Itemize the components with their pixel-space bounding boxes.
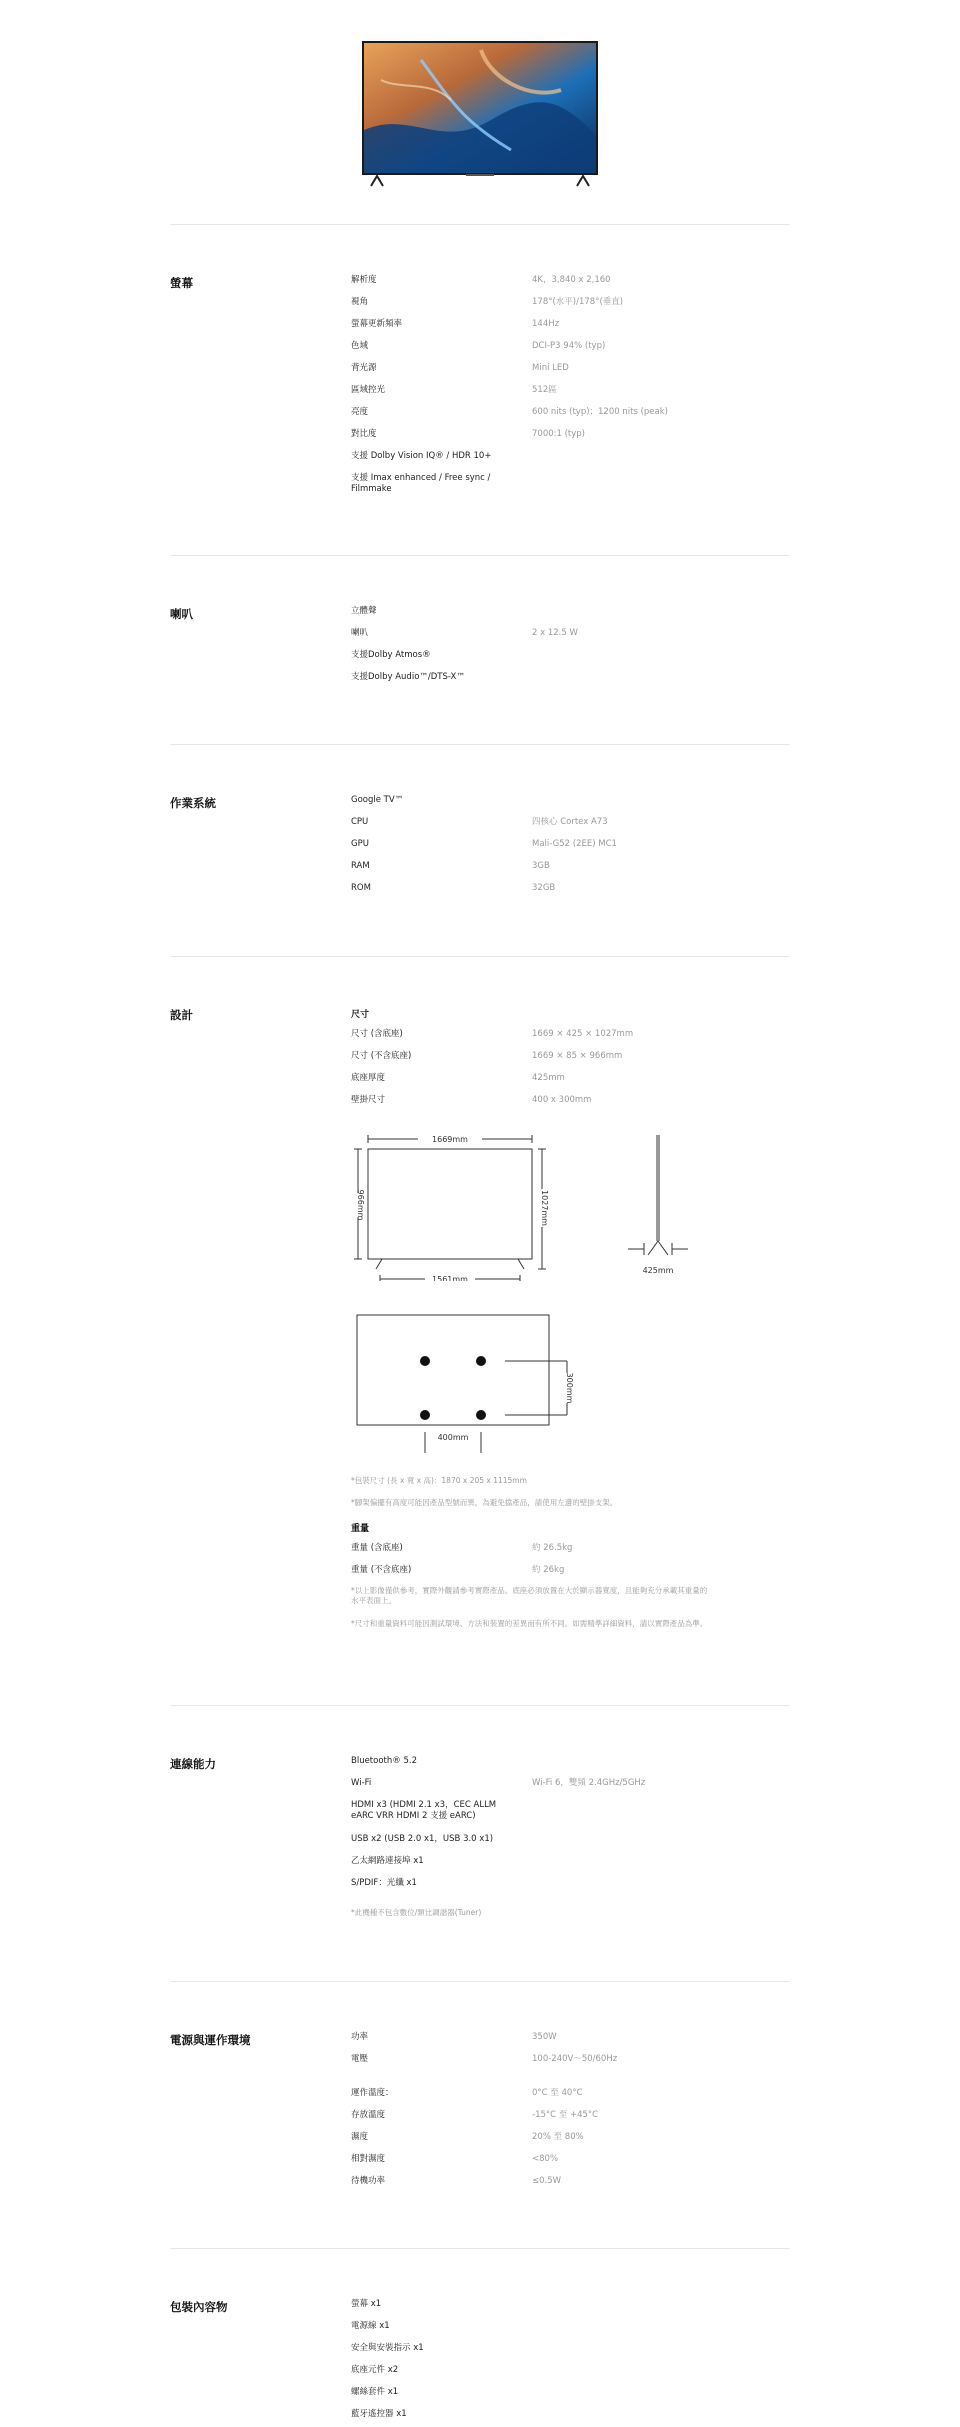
spec-value: 1669 × 85 × 966mm bbox=[532, 1051, 623, 1061]
tv-product-image bbox=[361, 40, 599, 190]
spec-label: 區域控光 bbox=[351, 385, 386, 395]
spec-label: HDMI x3 (HDMI 2.1 x3，CEC ALLM eARC VRR HDMI 2 支援 eARC) bbox=[351, 1800, 497, 1821]
spec-value: Wi-Fi 6，雙頻 2.4GHz/5GHz bbox=[532, 1778, 646, 1788]
spec-label: 壁掛尺寸 bbox=[351, 1095, 386, 1105]
section-package bbox=[170, 2248, 790, 2427]
height-with-stand-label: 1027mm bbox=[540, 1190, 549, 1226]
vesa-height-label: 300mm bbox=[565, 1372, 574, 1404]
spec-label: 重量 (含底座) bbox=[351, 1543, 403, 1553]
section-title-power: 電源與運作環境 bbox=[170, 2033, 251, 2047]
spec-label: 運作溫度： bbox=[351, 2088, 394, 2098]
spec-value: 350W bbox=[532, 2032, 557, 2042]
spec-label: 螢幕更新頻率 bbox=[351, 319, 403, 329]
weight-subtitle: 重量 bbox=[351, 1524, 370, 1534]
section-power bbox=[170, 1981, 790, 2248]
spec-value: Mali-G52 (2EE) MC1 bbox=[532, 839, 617, 849]
spec-label: 色域 bbox=[351, 341, 369, 351]
spec-label: 對比度 bbox=[351, 429, 377, 439]
spec-value: 約 26kg bbox=[532, 1565, 565, 1575]
package-size-note: *包裝尺寸 (長 x 寬 x 高)：1870 x 205 x 1115mm bbox=[351, 1476, 527, 1485]
spec-label: 濕度 bbox=[351, 2132, 369, 2142]
spec-label: USB x2 (USB 2.0 x1，USB 3.0 x1) bbox=[351, 1834, 494, 1844]
spec-value: 7000:1 (typ) bbox=[532, 429, 585, 439]
spec-label: 尺寸 (含底座) bbox=[351, 1029, 403, 1039]
spec-label: 安全與安裝指示 x1 bbox=[351, 2343, 424, 2353]
spec-label: 待機功率 bbox=[351, 2176, 386, 2186]
spec-value: 四核心 Cortex A73 bbox=[532, 817, 608, 827]
wall-mount-vesa-diagram bbox=[355, 1305, 615, 1455]
spec-label: 電源線 x1 bbox=[351, 2321, 390, 2331]
section-os bbox=[170, 744, 790, 956]
spec-value: 600 nits (typ)；1200 nits (peak) bbox=[532, 407, 668, 417]
spec-value: 4K，3,840 x 2,160 bbox=[532, 275, 611, 285]
spec-value: 144Hz bbox=[532, 319, 560, 329]
section-title-package: 包裝內容物 bbox=[170, 2300, 228, 2314]
spec-label: 電壓 bbox=[351, 2054, 369, 2064]
spec-value: 0°C 至 40°C bbox=[532, 2088, 583, 2098]
spec-value: 512區 bbox=[532, 385, 557, 395]
spec-label: 支援 Dolby Vision IQ® / HDR 10+ bbox=[351, 451, 492, 461]
spec-label: 尺寸 (不含底座) bbox=[351, 1051, 412, 1061]
spec-label: 支援Dolby Atmos® bbox=[351, 650, 431, 660]
spec-value: DCI-P3 94% (typ) bbox=[532, 341, 606, 351]
spec-label: 螢幕 x1 bbox=[351, 2299, 382, 2309]
spec-label: 支援Dolby Audio™/DTS-X™ bbox=[351, 672, 465, 682]
spec-label: 螺絲套件 x1 bbox=[351, 2387, 399, 2397]
spec-value: ≤0.5W bbox=[532, 2176, 562, 2186]
spec-label: 乙太網路連接埠 x1 bbox=[351, 1856, 424, 1866]
section-title-connectivity: 連線能力 bbox=[170, 1757, 216, 1771]
section-connectivity bbox=[170, 1705, 790, 1981]
spec-value: 400 x 300mm bbox=[532, 1095, 592, 1105]
spec-label: 立體聲 bbox=[351, 606, 377, 616]
spec-label: 背光源 bbox=[351, 363, 377, 373]
width-dimension-label: 1669mm bbox=[432, 1135, 468, 1144]
spec-value: 32GB bbox=[532, 883, 556, 893]
spec-value: Mini LED bbox=[532, 363, 569, 373]
spec-label: 底座元件 x2 bbox=[351, 2365, 399, 2375]
section-title-speaker: 喇叭 bbox=[170, 607, 193, 621]
section-speaker bbox=[170, 555, 790, 744]
section-display bbox=[170, 224, 790, 555]
spec-label: 亮度 bbox=[351, 407, 369, 417]
spec-label: 喇叭 bbox=[351, 628, 369, 638]
tuner-note: *此機種不包含數位/類比調諧器(Tuner) bbox=[351, 1908, 482, 1917]
spec-value: 約 26.5kg bbox=[532, 1543, 573, 1553]
spec-label: 藍牙遙控器 x1 bbox=[351, 2409, 407, 2419]
spec-label: 解析度 bbox=[351, 275, 377, 285]
spec-label: 支援 Imax enhanced / Free sync / Filmmake bbox=[351, 473, 491, 494]
spec-value: 2 x 12.5 W bbox=[532, 628, 578, 638]
section-title-design: 設計 bbox=[170, 1008, 193, 1022]
stand-width-label: 1561mm bbox=[432, 1275, 468, 1281]
vesa-width-label: 400mm bbox=[437, 1433, 469, 1442]
spec-label: Google TV™ bbox=[351, 795, 404, 805]
depth-dimension-label: 425mm bbox=[642, 1266, 674, 1275]
spec-label: 重量 (不含底座) bbox=[351, 1565, 412, 1575]
spec-label: 底座厚度 bbox=[351, 1073, 386, 1083]
stand-height-note: *腳架偏擺有高度可能因產品型號而異，為避免擋產品，請使用左邊的壁掛支架。 bbox=[351, 1498, 618, 1507]
spec-label: RAM bbox=[351, 861, 370, 871]
spec-label: 相對濕度 bbox=[351, 2154, 386, 2164]
dimension-variance-note: *尺寸和重量資料可能因測試環境、方法和裝置的差異而有所不同。如需精準詳細資料，請以實際產品為準。 bbox=[351, 1619, 708, 1628]
tv-side-dimension-diagram bbox=[620, 1131, 690, 1281]
spec-value: -15°C 至 +45°C bbox=[532, 2110, 599, 2120]
spec-label: 視角 bbox=[351, 297, 369, 307]
image-reference-note: *以上影像僅供參考，實際外觀請參考實際產品。底座必須放置在大於顯示器寬度，且能夠充分承載其重量的水平表面上。 bbox=[351, 1586, 708, 1605]
spec-value: 1669 × 425 × 1027mm bbox=[532, 1029, 634, 1039]
height-dimension-label: 966mm bbox=[356, 1189, 365, 1221]
spec-value: 20% 至 80% bbox=[532, 2132, 584, 2142]
spec-label: 功率 bbox=[351, 2032, 369, 2042]
spec-value: 178°(水平)/178°(垂直) bbox=[532, 297, 624, 307]
spec-label: CPU bbox=[351, 817, 369, 827]
spec-label: ROM bbox=[351, 883, 371, 893]
spec-label: 存放溫度 bbox=[351, 2110, 386, 2120]
spec-value: <80% bbox=[532, 2154, 559, 2164]
section-title-os: 作業系統 bbox=[170, 796, 216, 810]
spec-label: Bluetooth® 5.2 bbox=[351, 1756, 417, 1766]
section-design bbox=[170, 956, 790, 1705]
size-subtitle: 尺寸 bbox=[351, 1010, 370, 1020]
tv-front-dimension-diagram bbox=[340, 1131, 580, 1281]
spec-label: Wi-Fi bbox=[351, 1778, 372, 1788]
spec-label: GPU bbox=[351, 839, 369, 849]
spec-label: S/PDIF：光纖 x1 bbox=[351, 1878, 417, 1888]
spec-value: 3GB bbox=[532, 861, 550, 871]
spec-value: 425mm bbox=[532, 1073, 565, 1083]
section-title-display: 螢幕 bbox=[170, 276, 193, 290]
spec-value: 100-240V～50/60Hz bbox=[532, 2054, 618, 2064]
